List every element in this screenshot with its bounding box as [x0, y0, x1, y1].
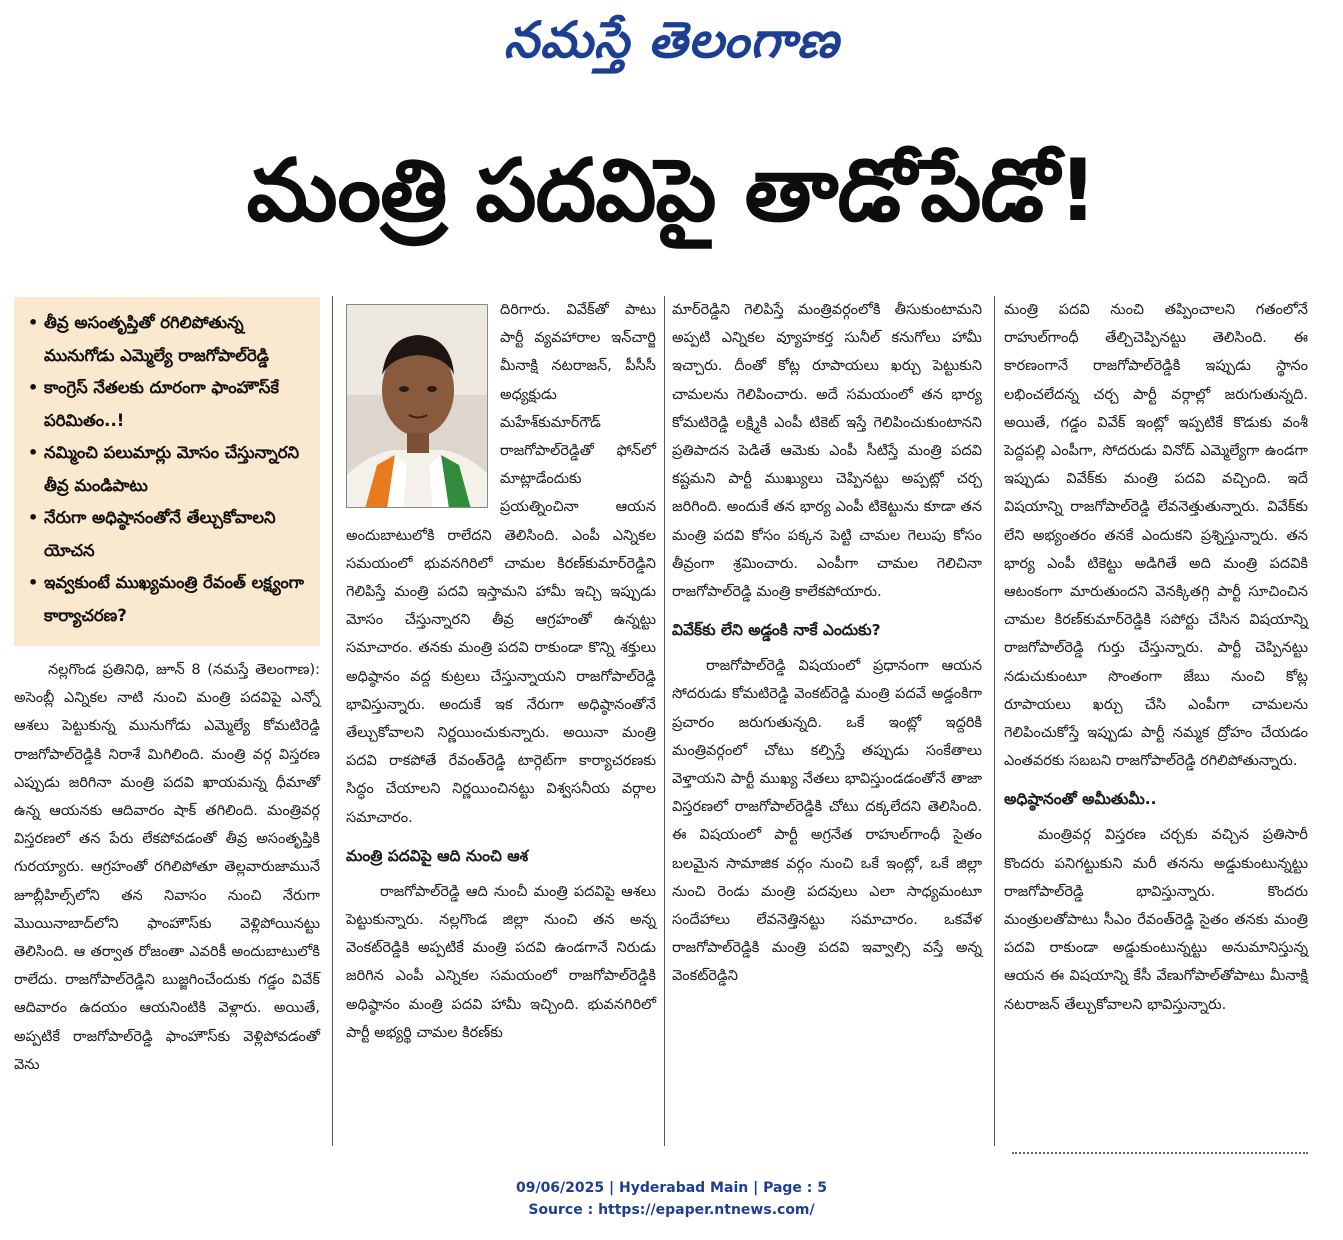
article-column-1: [14, 656, 320, 1079]
article-paragraph: మంత్రి పదవి నుంచి తప్పించాలని గతంలోనే రాహుల్‌గాంధీ తేల్చిచెప్పినట్టు తెలిసింది. ఈ కారణంగానే రాజగోపాల్‌రెడ్డికి ఇప్పుడు స్థానం లభించలేదన్న చర్చ పార్టీ వర్గాల్లో జరుగుతున్నది. అయితే, గడ్డం వివేక్‌ ఇంట్లో ఇప్పటికే కొడుకు వంశీ పెద్దపల్లి ఎంపీగా, సోదరుడు వినోద్‌ ఎమ్మెల్యేగా ఉండగా ఇప్పుడు వివేక్‌కు మంత్రి పదవి వచ్చింది. ఇదే విషయాన్ని రాజగోపాల్‌రెడ్డి లేవనెత్తుతున్నారు. వివేక్‌కు లేని అభ్యంతరం తనకే ఎందుకని ప్రశ్నిస్తున్నారు. తన భార్య ఎంపీ టికెట్టు అడిగితే అది మంత్రి పదవికి ఆటంకంగా మారుతుందని వెనక్కితగ్గి పార్టీ సూచించిన చామల కిరణ్‌కుమార్‌రెడ్డికి సపోర్టు చేసిన విషయాన్ని రాజగోపాల్‌రెడ్డి గుర్తు చేస్తున్నారు. పార్టీ చెప్పినట్టు నడుచుకుంటూ సొంతంగా జేబు నుంచి కోట్ల రూపాయలు ఖర్చు చేసి ఎంపీగా చామలను గెలిపించుకోస్తే ఇప్పుడు పార్టీ నమ్మక ద్రోహం చేయడం ఎంతవరకు సబబని రాజగోపాల్‌రెడ్డి రగిలిపోతున్నారు.: [1004, 302, 1308, 770]
bullet-icon: •: [28, 378, 39, 397]
section-subheading: వివేక్‌కు లేని అడ్డంకి నాకే ఎందుకు?: [672, 621, 881, 640]
article-column-4: [1004, 296, 1308, 1019]
highlight-item: • నమ్మించి పలుమార్లు మోసం చేస్తున్నారని తీవ్ర మండిపాటు: [28, 437, 310, 502]
article-paragraph: మంత్రివర్గ విస్తరణ చర్చకు వచ్చిన ప్రతిసారీ కొందరు పనిగట్టుకుని మరీ తనను అడ్డుకుంటున్నట్టు రాజగోపాల్‌రెడ్డి భావిస్తున్నారు. కొందరు మంత్రులతోపాటు సీఎం రేవంత్‌రెడ్డి సైతం తనకు మంత్రి పదవి రాకుండా అడ్డుకుంటున్నట్టు అనుమానిస్తున్న ఆయన ఈ విషయాన్ని కేసీ వేణుగోపాల్‌తోపాటు మీనాక్షి నటరాజన్‌ తేల్చుకోవాలని భావిస్తున్నారు.: [1004, 827, 1308, 1013]
bullet-icon: •: [28, 573, 39, 592]
highlights-list: [28, 307, 310, 632]
bullet-icon: •: [28, 443, 39, 462]
highlight-item: • కాంగ్రెస్‌ నేతలకు దూరంగా ఫాంహౌస్‌కే పరిమితం..!: [28, 372, 310, 437]
clipping-edge: [1012, 1152, 1308, 1156]
article-paragraph: ప్రయత్నించినా ఆయన అందుబాటులోకి రాలేదని తెలిసింది. ఎంపీ ఎన్నికల సమయంలో భువనగిరిలో చామల కిరణ్‌కుమార్‌రెడ్డిని గెలిపిస్తే మంత్రి పదవి ఇస్తామని హామీ ఇచ్చి ఇప్పుడు మోసం చేస్తున్నారని తీవ్ర ఆగ్రహంతో ఉన్నట్టు సమాచారం. తనకు మంత్రి పదవి రాకుండా కొన్ని శక్తులు అధిష్ఠానం వద్ద కుట్రలు చేస్తున్నాయని రాజగోపాల్‌రెడ్డి భావిస్తున్నారు. అందుకే ఇక నేరుగా అధిష్ఠానంతోనే తేల్చుకోవాలని నిర్ణయించుకున్నారు. అయినా మంత్రి పదవి రాకపోతే రేవంత్‌రెడ్డి టార్గెట్‌గా కార్యాచరణకు సిద్ధం చేయాలని నిర్ణయించినట్టు విశ్వసనీయ వర్గాల సమాచారం.: [346, 499, 656, 826]
article-headline: మంత్రి పదవిపై తాడోపేడో!: [246, 141, 1097, 241]
column-divider: [994, 296, 995, 1146]
article-paragraph: నల్లగొండ ప్రతినిధి, జూన్‌ 8 (నమస్తే తెలంగాణ): అసెంబ్లీ ఎన్నికల నాటి నుంచి మంత్రి పదవిపై ఎన్నో ఆశలు పెట్టుకున్న మునుగోడు ఎమ్మెల్యే కోమటిరెడ్డి రాజగోపాల్‌రెడ్డికి నిరాశే మిగిలింది. మంత్రి వర్గ విస్తరణ ఎప్పుడు జరిగినా మంత్రి పదవి ఖాయమన్న ధీమాతో ఉన్న ఆయనకు ఆదివారం షాక్‌ తగిలింది. మంత్రివర్గ విస్తరణలో తన పేరు లేకపోవడంతో తీవ్ర అసంతృప్తికి గురయ్యారు. ఆగ్రహంతో రగిలిపోతూ తెల్లవారుజామునే జూబ్లీహిల్స్‌లోని తన నివాసం నుంచి నేరుగా మొయినాబాద్‌లోని ఫాంహౌస్‌కు వెళ్లిపోయినట్టు తెలిసింది. ఆ తర్వాత రోజంతా ఎవరికీ అందుబాటులోకి రాలేదు. రాజగోపాల్‌రెడ్డిని బుజ్జగించేందుకు గడ్డం వివేక్‌ ఆదివారం ఉదయం ఆయనింటికి వెళ్లారు. అయితే, అప్పటికే రాజగోపాల్‌రెడ్డి ఫాంహౌస్‌కు వెళ్లిపోవడంతో వెను: [14, 662, 320, 1073]
newspaper-masthead: నమస్తే తెలంగాణ: [503, 11, 840, 69]
highlight-item: • తీవ్ర అసంతృప్తితో రగిలిపోతున్న మునుగోడు ఎమ్మెల్యే రాజగోపాల్‌రెడ్డి: [28, 307, 310, 372]
bullet-icon: •: [28, 313, 39, 332]
column-divider: [332, 296, 333, 1146]
bullet-icon: •: [28, 508, 39, 527]
column-divider: [664, 296, 665, 1146]
politician-photo: [346, 304, 488, 508]
section-subheading: అధిష్ఠానంతో అమీతుమీ..: [1004, 790, 1157, 809]
article-column-2: [346, 296, 656, 1047]
highlights-box: [14, 297, 320, 646]
article-paragraph: మార్‌రెడ్డిని గెలిపిస్తే మంత్రివర్గంలోకి తీసుకుంటామని అప్పటి ఎన్నికల వ్యూహకర్త సునీల్‌ కనుగోలు హామీ ఇచ్చారు. దీంతో కోట్ల రూపాయలు ఖర్చు పెట్టుకుని చామలను గెలిపించారు. అదే సమయంలో తన భార్య కోమటిరెడ్డి లక్ష్మికి ఎంపీ టికెట్‌ ఇస్తే గెలిపించుకుంటానని ప్రతిపాదన పెడితే ఆమెకు ఎంపీ సీటిస్తే మంత్రి పదవి కష్టమని పార్టీ ముఖ్యులు చెప్పినట్టు అప్పట్లో చర్చ జరిగింది. అందుకే తన భార్య ఎంపీ టికెట్టును కూడా తన మంత్రి పదవి కోసం పక్కన పెట్టి చామల గెలుపు కోసం తీవ్రంగా శ్రమించారు. ఎంపీగా చామల గెలిచినా రాజగోపాల్‌రెడ్డి మంత్రి కాలేకపోయారు.: [672, 302, 982, 601]
highlight-item: • ఇవ్వకుంటే ముఖ్యమంత్రి రేవంత్‌ లక్ష్యంగా కార్యాచరణ?: [28, 567, 310, 632]
article-column-3: [672, 296, 982, 991]
article-paragraph: రాజగోపాల్‌రెడ్డి ఆది నుంచీ మంత్రి పదవిపై ఆశలు పెట్టుకున్నారు. నల్లగొండ జిల్లా నుంచి తన అన్న వెంకట్‌రెడ్డికి అప్పటికే మంత్రి పదవి ఉండగానే నిరుడు జరిగిన ఎంపీ ఎన్నికల సమయంలో రాజగోపాల్‌రెడ్డికి అధిష్ఠానం మంత్రి పదవి హామీ ఇచ్చింది. భువనగిరిలో పార్టీ అభ్యర్థి చామల కిరణ్‌కు: [346, 883, 656, 1041]
highlight-item: • నేరుగా అధిష్ఠానంతోనే తేల్చుకోవాలని యోచన: [28, 502, 310, 567]
section-subheading: మంత్రి పదవిపై ఆది నుంచి ఆశ: [346, 846, 529, 865]
article-paragraph: దిరిగారు. వివేక్‌తో పాటు పార్టీ వ్యవహారాల ఇన్‌చార్జి మీనాక్షి నటరాజన్‌, పీసీసీ అధ్యక్షుడు మహేశ్‌కుమార్‌గౌడ్‌ రాజగోపాల్‌రెడ్డితో ఫోన్‌లో మాట్లాడేందుకు: [500, 302, 656, 488]
footer-date-edition: 09/06/2025 | Hyderabad Main | Page : 5: [515, 1180, 828, 1196]
article-paragraph: రాజగోపాల్‌రెడ్డి విషయంలో ప్రధానంగా ఆయన సోదరుడు కోమటిరెడ్డి వెంకట్‌రెడ్డి మంత్రి పదవే అడ్డంకిగా ప్రచారం జరుగుతున్నది. ఒకే ఇంట్లో ఇద్దరికి మంత్రివర్గంలో చోటు కల్పిస్తే తప్పుడు సంకేతాలు వెళ్తాయని పార్టీ ముఖ్య నేతలు భావిస్తుండడంతోనే తాజా విస్తరణలో రాజగోపాల్‌రెడ్డికి చోటు దక్కలేదని తెలిసింది. ఈ విషయంలో పార్టీ అగ్రనేత రాహుల్‌గాంధీ సైతం బలమైన సామాజిక వర్గం నుంచి ఒకే ఇంట్లో, ఒకే జిల్లా నుంచి రెండు మంత్రి పదవులు ఎలా సాధ్యమంటూ సందేహాలు లేవనెత్తినట్టు సమాచారం. ఒకవేళ రాజగోపాల్‌రెడ్డికి మంత్రి పదవి ఇవ్వాల్సి వస్తే అన్న వెంకట్‌రెడ్డిని: [672, 658, 982, 985]
portrait-image: [347, 305, 488, 508]
footer-source-link[interactable]: Source : https://epaper.ntnews.com/: [528, 1202, 815, 1218]
